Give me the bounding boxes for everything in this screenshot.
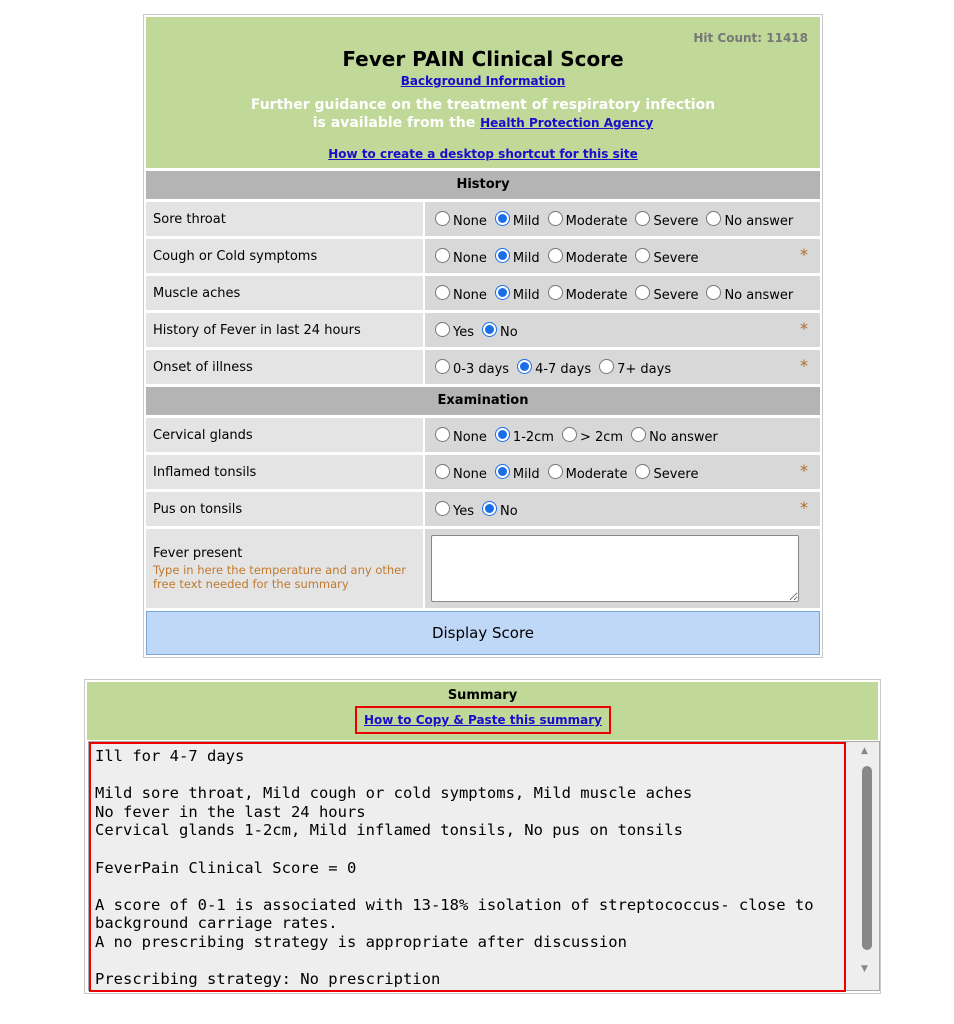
- radio-button[interactable]: [548, 248, 563, 263]
- summary-textarea[interactable]: [88, 741, 880, 991]
- radio-option-no[interactable]: [482, 500, 518, 519]
- radio-button[interactable]: [435, 211, 450, 226]
- fever-pain-form: [143, 14, 823, 658]
- page-title: Fever PAIN Clinical Score: [342, 47, 624, 71]
- radio-option-4-7-days[interactable]: [517, 358, 591, 377]
- question-sections: [146, 171, 820, 526]
- radio-button[interactable]: [435, 427, 450, 442]
- radio-button[interactable]: [495, 464, 510, 479]
- section-header-examination: Examination: [146, 387, 820, 415]
- radio-option-severe[interactable]: [635, 284, 698, 303]
- radio-option-0-3-days[interactable]: [435, 358, 509, 377]
- guidance-line1: Further guidance on the treatment of respiratory infection: [250, 97, 716, 113]
- question-label: History of Fever in last 24 hours: [146, 313, 423, 347]
- radio-button[interactable]: [482, 322, 497, 337]
- radio-label: Severe: [653, 250, 699, 266]
- fever-present-row: [146, 529, 820, 608]
- section-header-history: History: [146, 171, 820, 199]
- radio-button[interactable]: [435, 285, 450, 300]
- question-label: Cervical glands: [146, 418, 423, 452]
- required-asterisk: *: [800, 498, 808, 517]
- radio-label: Moderate: [565, 250, 628, 266]
- scrollbar-thumb[interactable]: [862, 766, 872, 950]
- question-label: Muscle aches: [146, 276, 423, 310]
- radio-group: [425, 313, 820, 347]
- radio-button[interactable]: [635, 211, 650, 226]
- radio-option-yes[interactable]: [435, 321, 474, 340]
- radio-group: [425, 350, 820, 384]
- radio-label: None: [453, 287, 487, 303]
- radio-label: No: [500, 503, 518, 519]
- hit-count: Hit Count: 11418: [693, 31, 808, 45]
- radio-button[interactable]: [435, 359, 450, 374]
- question-row-sore-throat: [146, 202, 820, 236]
- copy-link-highlight: [355, 706, 611, 734]
- radio-option-mild[interactable]: [495, 284, 540, 303]
- question-row-onset-of-illness: [146, 350, 820, 384]
- question-row-cough-or-cold-symptoms: [146, 239, 820, 273]
- radio-label: None: [453, 466, 487, 482]
- radio-label: No answer: [649, 429, 718, 445]
- radio-option-moderate[interactable]: [548, 247, 628, 266]
- radio-button[interactable]: [631, 427, 646, 442]
- radio-label: None: [453, 429, 487, 445]
- radio-option-moderate[interactable]: [548, 284, 628, 303]
- radio-option-severe[interactable]: [635, 463, 698, 482]
- radio-button[interactable]: [517, 359, 532, 374]
- radio-label: None: [453, 250, 487, 266]
- radio-button[interactable]: [548, 211, 563, 226]
- radio-option-mild[interactable]: [495, 463, 540, 482]
- radio-label: Mild: [512, 287, 540, 303]
- display-score-button[interactable]: Display Score: [146, 611, 820, 655]
- question-label: Sore throat: [146, 202, 423, 236]
- radio-button[interactable]: [635, 285, 650, 300]
- radio-label: Severe: [653, 287, 699, 303]
- radio-option-none[interactable]: [435, 426, 487, 445]
- radio-button[interactable]: [435, 464, 450, 479]
- radio-option-mild[interactable]: [495, 210, 540, 229]
- radio-option-no-answer[interactable]: [706, 284, 793, 303]
- radio-option-no-answer[interactable]: [631, 426, 718, 445]
- hpa-link[interactable]: Health Protection Agency: [480, 116, 654, 130]
- radio-button[interactable]: [635, 248, 650, 263]
- radio-label: Moderate: [565, 466, 628, 482]
- radio-label: Moderate: [565, 287, 628, 303]
- radio-button[interactable]: [599, 359, 614, 374]
- scroll-down-icon[interactable]: ▼: [861, 964, 868, 974]
- question-row-cervical-glands: [146, 418, 820, 452]
- radio-group: [425, 492, 820, 526]
- copy-paste-link[interactable]: How to Copy & Paste this summary: [363, 713, 602, 727]
- fever-label-cell: [146, 529, 423, 608]
- radio-button[interactable]: [495, 248, 510, 263]
- background-information-link[interactable]: Background Information: [400, 74, 566, 88]
- radio-button[interactable]: [495, 211, 510, 226]
- radio-label: Mild: [512, 466, 540, 482]
- radio-option-yes[interactable]: [435, 500, 474, 519]
- radio-button[interactable]: [706, 211, 721, 226]
- radio-option-moderate[interactable]: [548, 210, 628, 229]
- radio-button[interactable]: [482, 501, 497, 516]
- radio-button[interactable]: [435, 248, 450, 263]
- summary-header: [87, 682, 878, 740]
- summary-text[interactable]: Ill for 4-7 days Mild sore throat, Mild cough or cold symptoms, Mild muscle aches No fever in the last 24 hours Cervical glands 1-2cm, Mild inflamed tonsils, No pus on tonsils FeverPain Clinical Score = 0 A score of 0-1 is associated with 13-18% isolation of streptococcus- close to background carriage rates. A no prescribing strategy is appropriate after discussion Prescribing strategy: No prescription: [89, 742, 846, 992]
- radio-option-2cm[interactable]: [562, 426, 623, 445]
- summary-panel: [84, 679, 881, 994]
- fever-hint: Type in here the temperature and any other free text needed for the summary: [153, 563, 406, 591]
- question-label: Onset of illness: [146, 350, 423, 384]
- radio-label: Severe: [653, 466, 699, 482]
- guidance-text: [146, 96, 820, 132]
- radio-group: [425, 455, 820, 489]
- radio-option-severe[interactable]: [635, 247, 698, 266]
- radio-button[interactable]: [548, 285, 563, 300]
- page-header: [146, 17, 820, 168]
- radio-label: None: [453, 213, 487, 229]
- radio-label: 0-3 days: [453, 361, 510, 377]
- required-asterisk: *: [800, 245, 808, 264]
- radio-option-no-answer[interactable]: [706, 210, 793, 229]
- scrollbar[interactable]: [857, 744, 877, 978]
- fever-label: Fever present: [153, 546, 243, 561]
- radio-label: No answer: [724, 213, 794, 229]
- radio-option-1-2cm[interactable]: [495, 426, 554, 445]
- question-row-inflamed-tonsils: [146, 455, 820, 489]
- radio-button[interactable]: [706, 285, 721, 300]
- radio-label: 1-2cm: [512, 429, 554, 445]
- question-label: Inflamed tonsils: [146, 455, 423, 489]
- radio-button[interactable]: [562, 427, 577, 442]
- radio-button[interactable]: [495, 427, 510, 442]
- radio-option-none[interactable]: [435, 210, 487, 229]
- scroll-up-icon[interactable]: ▲: [861, 746, 868, 756]
- radio-group: [425, 239, 820, 273]
- radio-label: Severe: [653, 213, 699, 229]
- radio-option-moderate[interactable]: [548, 463, 628, 482]
- required-asterisk: *: [800, 319, 808, 338]
- radio-label: > 2cm: [579, 429, 624, 445]
- question-label: Cough or Cold symptoms: [146, 239, 423, 273]
- radio-option-no[interactable]: [482, 321, 518, 340]
- guidance-line2: is available from the: [312, 115, 481, 131]
- question-row-history-of-fever-in-last-24-hours: [146, 313, 820, 347]
- required-asterisk: *: [800, 461, 808, 480]
- radio-option-mild[interactable]: [495, 247, 540, 266]
- radio-label: Mild: [512, 213, 540, 229]
- radio-label: 4-7 days: [535, 361, 592, 377]
- radio-button[interactable]: [435, 501, 450, 516]
- radio-label: Yes: [453, 503, 474, 519]
- question-row-pus-on-tonsils: [146, 492, 820, 526]
- radio-label: No: [500, 324, 518, 340]
- radio-button[interactable]: [495, 285, 510, 300]
- required-asterisk: *: [800, 356, 808, 375]
- radio-button[interactable]: [635, 464, 650, 479]
- radio-option-none[interactable]: [435, 463, 487, 482]
- desktop-shortcut-link[interactable]: How to create a desktop shortcut for this site: [328, 147, 638, 161]
- radio-label: Moderate: [565, 213, 628, 229]
- radio-option-7-days[interactable]: [599, 358, 671, 377]
- summary-title: Summary: [447, 688, 518, 703]
- radio-label: 7+ days: [617, 361, 672, 377]
- question-row-muscle-aches: [146, 276, 820, 310]
- radio-button[interactable]: [435, 322, 450, 337]
- radio-option-severe[interactable]: [635, 210, 698, 229]
- fever-input[interactable]: [431, 535, 799, 602]
- radio-group: [425, 418, 820, 452]
- radio-label: Mild: [512, 250, 540, 266]
- radio-button[interactable]: [548, 464, 563, 479]
- question-label: Pus on tonsils: [146, 492, 423, 526]
- radio-group: [425, 202, 820, 236]
- radio-option-none[interactable]: [435, 284, 487, 303]
- radio-label: No answer: [724, 287, 794, 303]
- radio-option-none[interactable]: [435, 247, 487, 266]
- radio-group: [425, 276, 820, 310]
- radio-label: Yes: [453, 324, 474, 340]
